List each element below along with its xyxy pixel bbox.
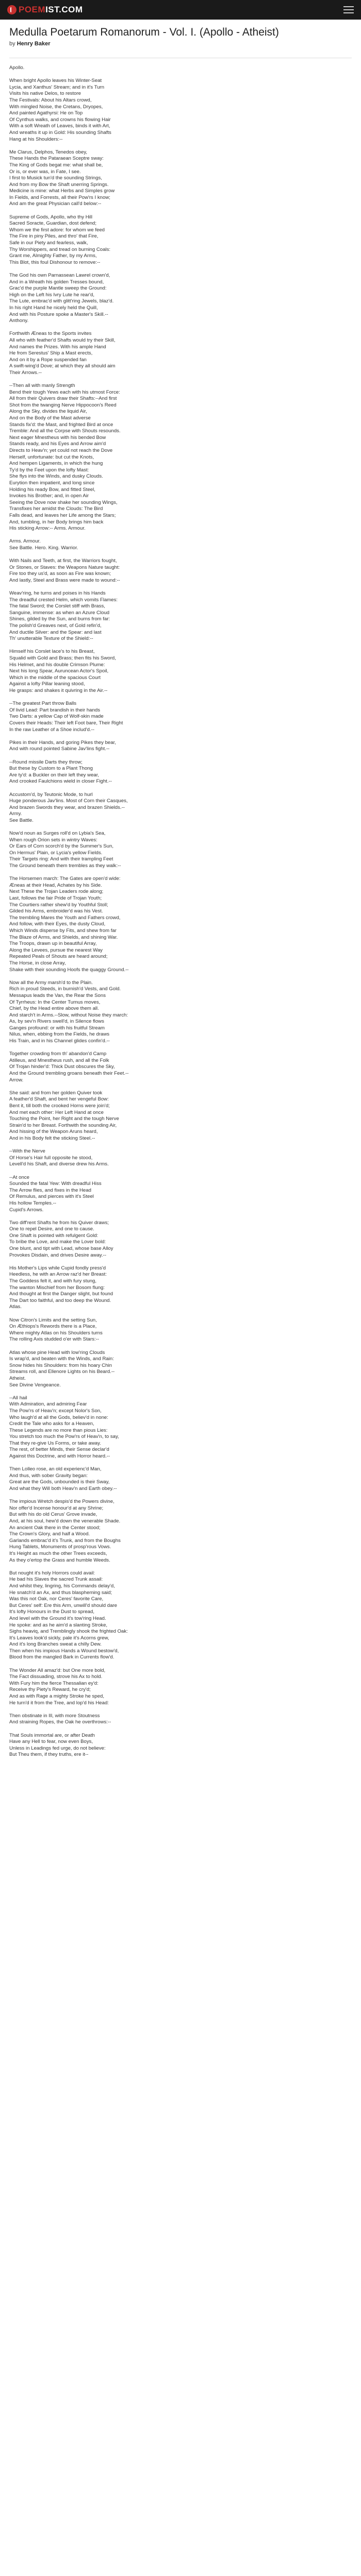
logo-suffix: IST.COM — [45, 5, 83, 14]
poem-stanza: Apollo. — [9, 65, 25, 71]
hamburger-menu-icon[interactable] — [343, 6, 354, 13]
logo-prefix: POEM — [19, 5, 46, 14]
feather-pen-icon — [7, 5, 17, 14]
author-link[interactable]: Henry Baker — [17, 41, 51, 47]
poem-stanza: Pikes in their Hands, and goring Pikes they bear, And with round pointed Sabine Jav'lins fight.-- — [9, 739, 116, 752]
poem-stanza: But nought it's holy Horrors could avail: He bad his Slaves the sacred Trunk assail: And whilst they, lingring, his Commands delay'd, He snatch'd an Ax, and thus blaspheming said; Was this not Oak, nor Ceres' favorite Care, But Ceres' self: Ere this Arm, unwill'd should dare It's lofty Honours in the Dust to spread, And level with the Ground it's tow'ring Head. He spoke: and as he aim'd a slanting Stroke, Sighs heaviq, and Tremblingly shook the frighted Oak: It's Leaves look'd sickly, pale it's Acorns grew, And it's long Branches sweat a chilly Dew. Then when his impious Hands a Wound bestow'd, Blood from the mangled Bark in Currents flow'd. — [9, 1570, 128, 1660]
poem-stanza: Now Citron's Limits and the setting Sun, On Æthiops's Rewords there is a Place, Where mighty Atlas on his Shoulders turns The rolling Axis studded o'er with Stars:-- — [9, 1317, 103, 1343]
poem-stanza: Accustom'd, by Teutonic Mode, to hurl Huge ponderous Jav'lins. Most of Corn their Casques, And brazen Swords they wear, and brazen Shields.-- Army. See Battle. — [9, 791, 128, 823]
poem-stanza: --With the Nerve Of Horse's Hair full opposite he stood, Levell'd his Shaft, and diverse drew his Arms. — [9, 1148, 109, 1167]
poem-stanza: Then obstinate in Ill, with more Stoutness And straining Ropes, the Oak he overthrows:-- — [9, 1713, 111, 1725]
poem-stanza: The Horsemen march: The Gates are open'd wide: Æneas at their Head, Achates by his Side. Next These the Trojan Leaders rode along; Last, follows the fair Pride of Trojan Youth; The Courtiers rather shew'd by Youthful Stoll; Gilded his Arms, embroider'd was his Vest. The trembling Mares the Youth and Fathers crowd, And follow, with their Eyes, the dusty Cloud, Which Winds disperse by Fits, and shew from far The Blaze of Arms, and Shields, and shining War. The Troops, drawn up in beautiful Array, Along the Levees, pursue the nearest Way Repeated Peals of Shouts are heard around; The Horse, in close Array, Shake with their sounding Hoofs the quaggy Ground.-- — [9, 876, 129, 973]
poem-stanza: Atlas whose pine Head with low'ring Clouds Is wrap'd, and beaten with the Winds, and Rain: Snow hides his Shoulders: from his hoary Chin Streams roll, and Ellenore Lights on his Beard.-- Atheist. See Divine Vengeance. — [9, 1349, 115, 1388]
poem-stanza: Together crowding from th' abandon'd Camp Atilleus, and Mnestheus rush, and all the Folk Of Trojan hinder'd: Thick Dust obscures the Sky, And the Ground trembling groans beneath their Feet.-- Arrow. — [9, 1051, 129, 1083]
poem-stanza: With Nails and Teeth, at first, the Warriors fought, Or Stones, or Staves: the Weapons Nature taught: Fire too they us'd, as soon as Fire was known; And lastly, Steel and Brass were made to wound:-- — [9, 558, 120, 583]
poem-stanza: --At once Sounded the fatal Yew: With dreadful Hiss The Arrow flies, and fixes in the Head Of Remulus, and pierces with it's Steel His hollow Temples.-- Cupid's Arrows. — [9, 1174, 102, 1213]
poem-stanza: When bright Apollo leaves his Winter-Seat Lycia, and Xanthus' Stream; and in it's Turn Visits his native Delos, to restore The Festivals: About his Altars crowd, With mingled Noise, the Cretans, Dryopes, And painted Agathyrsi: He on Top Of Cynthus walks, and crowns his flowing Hair With a soft Wreath of Leaves, binds it with Art, And wreaths it up in Gold: His sounding Shafts Hang at his Shoulders:-- — [9, 78, 111, 142]
poem-stanza: Me Clarus, Delphos, Tenedos obey, These Hands the Pataraean Sceptre sway: The King of Gods begat me: what shall be, Or is, or ever was, in Fate, I see. I first to Musick tun'd the sounding Strings, And from my Bow the Shaft unerring Springs. Medicine is mine: what Herbs and Simples grow In Fields, and Forrests, all their Pow'rs I know; And am the great Physician call'd below:-- — [9, 149, 115, 207]
site-logo[interactable] — [7, 5, 83, 15]
poem-stanza: His Mother's Lips while Cupid fondly press'd Heedless, he with an Arrow raz'd her Breast: The Goddess felt it, and with fury stung, The wanton Mischief from her Bosom flung: And thought at first the Danger slight, but found The Dart too faithful, and too deep the Wound. Atlas. — [9, 1265, 113, 1310]
poem-stanza: The Wonder All amaz'd: but One more bold, The Fact dissuading, strove his Ax to hold. With Fury him the fierce Thessalian ey'd: Receive thy Piety's Reward, he cry'd; And as with Rage a mighty Stroke he sped, He turn'd it from the Tree, and lop'd his Head: — [9, 1667, 109, 1706]
poem-stanza: Weav'ring, he turns and poises in his Hands The dreadful crested Helm, which vomits Flames: The fatal Sword; the Corslet stiff with Brass, Sanguine, immense: as when an Azure Cloud Shines, gilded by the Sun, and burns from far: The polish'd Greaves next, of Gold refin'd, And ductile Silver: and the Spear: and last Th' unutterable Texture of the Shield:-- — [9, 590, 118, 642]
top-navigation-bar — [0, 0, 361, 20]
poem-title: Medulla Poetarum Romanorum - Vol. I. (Apollo - Atheist) — [9, 26, 279, 38]
poem-stanza: --Then all with manly Strength Bend their tough Yews each with his utmost Force: All from their Quivers draw their Shafts:--And first Shot from the twanging Nerve Hippocoon's Reed Along the Sky, divides the liquid Air, And on the Body of the Mast adverse Stands fix'd: the Mast, and frighted Bird at once Tremble: And all the Corpse with Shouts resounds. Next eager Mnestheus with his bended Bow Stands ready, and his Eyes and Arrow aim'd Directs to Heav'n; yet could not reach the Dove Herself, unfortunate: but cut the Knots, And hempen Ligaments, in which the hung Ty'd by the Feet upon the lofty Mast: She flys into the Winds, and dusky Clouds. Eurytion then impatient, and long since Holding his ready Bow, and fitted Steel, Invokes his Brother; and, in open Air Seeing the Dove now shake her sounding Wings, Transfixes her amidst the Clouds: The Bird Falls dead, and leaves her Life among the Stars; And, tumbling, in her Body brings him back His sticking Arrow:-- Arms. Armour. — [9, 383, 121, 532]
poem-stanza: Himself his Corslet lace's to his Breast, Squalid with Gold and Brass; then fits his Sword, His Helmet, and his double Crimson Plume: Next his long Spear, Auruncean Actor's Spoil, Which in the middle of the spacious Court Against a lofty Pillar leaning stood, He grasps: and shakes it quivring in the Air.-- — [9, 649, 116, 693]
poem-stanza: Arms. Armour. See Battle. Hero. King. Warrior. — [9, 538, 78, 551]
byline — [9, 41, 352, 47]
poem-stanza: --The greatest Part throw Balls Of livid Lead: Part brandish in their hands Two Darts: a yellow Cap of Wolf-skin made Covers their Heads: Their left Foot bare, Their Right In the raw Leather of a Shoe includ'd.-- — [9, 701, 123, 733]
poem-stanza: The God his own Parnassean Lawrel crown'd, And in a Wreath his golden Tresses bound, Grac'd the purple Mantle sweep the Ground: High on the Left his Ivry Lute he rear'd, The Lute, embrac'd with glitt'ring Jewels, blaz'd. In his right Hand he nicely held the Quill, And with his Posture spoke a Master's Skill.-- Anthony. — [9, 273, 114, 324]
poem-stanza: --Round missile Darts they throw; But these by Custom to a Plant Thong Are ty'd: a Buckler on their left they wear, And crooked Faulchions wield in closer Fight.-- — [9, 759, 112, 785]
poem-stanza: Now all the Army marsh'd to the Plain. Rich in proud Steeds, in burnish'd Vests, and Gold. Messapus leads the Van, the Rear the Sons Of Tyrrheus: In the Center Turnus moves, Chief, by the Head entire above them all. And starch't in Arms.--Slow, without Noise they march: As, by sev'n Rivers swell'd, in Silence flows Ganges profound: or with his fruitful Stream Nilus, when, ebbing from the Fields, he draws His Train, and in his Channel glides confin'd.-- — [9, 979, 128, 1044]
poem-body — [9, 65, 352, 1765]
poem-stanza: The impious Wretch despis'd the Powers divine, Nor offer'd Incense honour'd at any Shrine; But with his do old Cerus' Grove invade, And, at his soul, hew'd down the venerable Shade. An ancient Oak there in the Center stood; The Crown's Glory, and half a Wood. Garlands embrac'd it's Trunk, and from the Boughs Hung Tablets, Monuments of prosp'rous Vows. It's Height as much the other Trees exceeds, As they o'ertop the Grass and humble Weeds. — [9, 1499, 121, 1563]
poem-stanza: She said: and from her golden Quiver took A feather'd Shaft, and bent her vengeful Bow: Bent it, till both the crooked Horns were join'd; And met each other: Her Left Hand at once Touching the Point, her Right and the tough Nerve Strain'd to her Breast. Forthwith the sounding Air, And hissing of the Weapon Aruns heard, And in his Body felt the sticking Steel.-- — [9, 1090, 119, 1141]
poem-stanza: Two diff'rent Shafts he from his Quiver draws; One to repel Desire, and one to cause. One Shaft is pointed with refulgent Gold: To bribe the Love, and make the Lover bold: One blunt, and tipt with Lead, whose base Alloy Provokes Disdain, and drives Desire away.-- — [9, 1219, 113, 1258]
poem-header — [9, 26, 352, 47]
poem-stanza: --All hail With Admiration, and admiring Fear The Pow'rs of Heav'n; except Nolor's Son, Who laugh'd at all the Gods, believ'd in none: Credit the Tale who asks for a Heaven, These Legends are no more than pious Lies: You stretch too much the Pow'rs of Heav'n, to say, That they re-give Us Forms, or take away. The rest, of better Minds, their Sense declar'd Against this Doctrine, and with Horror heard.-- — [9, 1395, 119, 1460]
poem-stanza: Forthwith Æneas to the Sports invites All who with feather'd Shafts would try their Skill, And names the Prizes. With his ample Hand He from Serestus' Ship a Mast erects, And on it by a Rope suspended fan A swift-wing'd Dove; at which they all should aim Their Arrows.-- — [9, 331, 116, 376]
poem-stanza: That Souls immortal are, or after Death Have any Hell to fear, now even Boys, Unless in Leadings fed urge, do not believe: But Theu them, if they truths, ere it-- — [9, 1732, 106, 1758]
logo-text — [19, 5, 83, 15]
poem-stanza: Now'd noun as Surges roll'd on Lybia's Sea, When rough Orion sets in wintry Waves: Or Ears of Corn scorch'd by the Summer's Sun, On Hermus' Plain, or Lycia's yellow Fields. Their Targets ring: And with their trampling Feet The Ground beneath them trembles as they walk:-- — [9, 831, 121, 869]
poem-stanza: Then Lolleo rose, an old experienc'd Man, And thus, with sober Gravity began: Great are the Gods, unbounded is their Sway, And what they Will both Heav'n and Earth obey.-- — [9, 1466, 117, 1492]
poem-stanza: Supreme of Gods, Apollo, who thy Hill Sacred Soracte, Guardian, dost defend; Whom we the first adore: for whom we feed The Fire in piny Piles, and thro' that Fire, Safe in our Piety and fearless, walk, Thy Worshippers, and tread on burning Coals: Grant me, Almighty Father, by my Arms, This Blot, this foul Dishonour to remove:-- — [9, 214, 111, 265]
byline-label: by — [9, 41, 15, 47]
